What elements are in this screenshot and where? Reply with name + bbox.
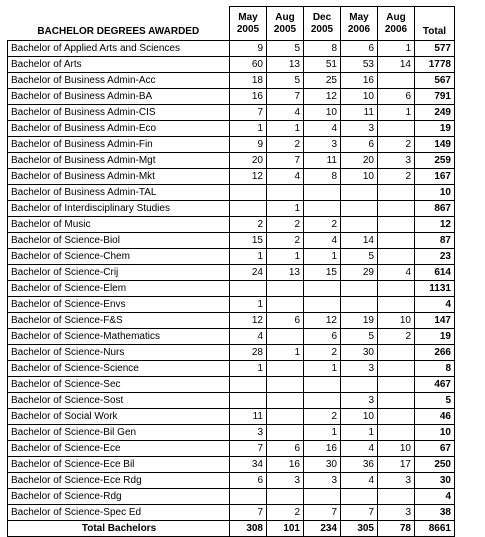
table-row xyxy=(8,105,455,121)
degree-name-cell: Bachelor of Business Admin-Mkt xyxy=(8,169,230,185)
table-row xyxy=(8,473,455,489)
row-total-cell: 567 xyxy=(415,73,455,89)
row-total-cell: 46 xyxy=(415,409,455,425)
count-cell: 34 xyxy=(230,457,267,473)
table-row xyxy=(8,121,455,137)
count-cell xyxy=(304,377,341,393)
count-cell: 5 xyxy=(341,329,378,345)
count-cell: 3 xyxy=(304,137,341,153)
count-cell: 30 xyxy=(304,457,341,473)
count-cell xyxy=(267,329,304,345)
count-cell: 7 xyxy=(230,441,267,457)
count-cell: 14 xyxy=(378,57,415,73)
count-cell: 3 xyxy=(230,425,267,441)
count-cell: 2 xyxy=(304,217,341,233)
row-total-cell: 19 xyxy=(415,329,455,345)
total-column-header: Total xyxy=(415,7,455,41)
row-total-cell: 1131 xyxy=(415,281,455,297)
count-cell xyxy=(378,377,415,393)
table-row xyxy=(8,57,455,73)
count-cell: 1 xyxy=(378,105,415,121)
column-header: May 2006 xyxy=(341,7,378,41)
count-cell: 8 xyxy=(304,169,341,185)
degree-name-cell: Bachelor of Interdisciplinary Studies xyxy=(8,201,230,217)
degree-name-cell: Bachelor of Science-Spec Ed xyxy=(8,505,230,521)
table-row xyxy=(8,185,455,201)
table-row xyxy=(8,409,455,425)
degree-name-cell: Bachelor of Science-Ece Bil xyxy=(8,457,230,473)
count-cell: 7 xyxy=(267,153,304,169)
count-cell xyxy=(304,297,341,313)
row-total-cell: 12 xyxy=(415,217,455,233)
row-total-cell: 4 xyxy=(415,489,455,505)
table-footer xyxy=(8,521,455,537)
table-row xyxy=(8,489,455,505)
degree-name-cell: Bachelor of Business Admin-Mgt xyxy=(8,153,230,169)
table-row xyxy=(8,457,455,473)
count-cell: 16 xyxy=(304,441,341,457)
count-cell: 15 xyxy=(230,233,267,249)
table-row xyxy=(8,425,455,441)
count-cell: 24 xyxy=(230,265,267,281)
row-total-cell: 67 xyxy=(415,441,455,457)
count-cell: 3 xyxy=(267,473,304,489)
table-row xyxy=(8,233,455,249)
table-row xyxy=(8,361,455,377)
count-cell: 2 xyxy=(230,217,267,233)
degree-name-cell: Bachelor of Applied Arts and Sciences xyxy=(8,41,230,57)
row-total-cell: 30 xyxy=(415,473,455,489)
table-row xyxy=(8,265,455,281)
totals-cell: 308 xyxy=(230,521,267,537)
degree-name-cell: Bachelor of Science-Crij xyxy=(8,265,230,281)
count-cell xyxy=(230,201,267,217)
count-cell xyxy=(341,281,378,297)
column-header: Aug 2005 xyxy=(267,7,304,41)
count-cell: 15 xyxy=(304,265,341,281)
count-cell: 16 xyxy=(230,89,267,105)
degree-name-cell: Bachelor of Science-Chem xyxy=(8,249,230,265)
count-cell: 3 xyxy=(341,121,378,137)
count-cell xyxy=(378,425,415,441)
count-cell xyxy=(341,297,378,313)
count-cell: 2 xyxy=(304,345,341,361)
count-cell xyxy=(267,377,304,393)
count-cell xyxy=(378,233,415,249)
count-cell: 20 xyxy=(230,153,267,169)
count-cell xyxy=(341,489,378,505)
count-cell: 6 xyxy=(378,89,415,105)
count-cell xyxy=(230,393,267,409)
count-cell xyxy=(304,201,341,217)
table-row xyxy=(8,377,455,393)
count-cell: 2 xyxy=(267,137,304,153)
totals-cell: 234 xyxy=(304,521,341,537)
count-cell: 9 xyxy=(230,41,267,57)
count-cell: 6 xyxy=(304,329,341,345)
count-cell: 13 xyxy=(267,57,304,73)
column-header: May 2005 xyxy=(230,7,267,41)
count-cell: 3 xyxy=(341,361,378,377)
degree-name-cell: Bachelor of Business Admin-CIS xyxy=(8,105,230,121)
count-cell: 2 xyxy=(378,137,415,153)
row-total-cell: 149 xyxy=(415,137,455,153)
degree-name-cell: Bachelor of Science-Sec xyxy=(8,377,230,393)
degree-name-cell: Bachelor of Science-Biol xyxy=(8,233,230,249)
count-cell: 12 xyxy=(304,89,341,105)
degree-name-cell: Bachelor of Science-Nurs xyxy=(8,345,230,361)
count-cell: 1 xyxy=(341,425,378,441)
count-cell: 10 xyxy=(378,313,415,329)
count-cell xyxy=(378,409,415,425)
table-row xyxy=(8,249,455,265)
count-cell: 16 xyxy=(341,73,378,89)
table-header xyxy=(8,7,455,41)
table-row xyxy=(8,169,455,185)
row-total-cell: 250 xyxy=(415,457,455,473)
degree-name-cell: Bachelor of Science-Envs xyxy=(8,297,230,313)
table-row xyxy=(8,345,455,361)
table-row xyxy=(8,393,455,409)
count-cell: 1 xyxy=(230,249,267,265)
count-cell xyxy=(341,185,378,201)
table-row xyxy=(8,217,455,233)
count-cell xyxy=(341,217,378,233)
count-cell: 6 xyxy=(267,441,304,457)
row-total-cell: 259 xyxy=(415,153,455,169)
count-cell xyxy=(267,361,304,377)
degree-name-cell: Bachelor of Science-Rdg xyxy=(8,489,230,505)
count-cell: 6 xyxy=(341,41,378,57)
totals-row xyxy=(8,521,455,537)
count-cell: 4 xyxy=(304,121,341,137)
count-cell: 29 xyxy=(341,265,378,281)
count-cell: 17 xyxy=(378,457,415,473)
count-cell xyxy=(304,281,341,297)
count-cell: 4 xyxy=(304,233,341,249)
count-cell: 4 xyxy=(378,265,415,281)
count-cell xyxy=(267,297,304,313)
count-cell: 1 xyxy=(267,249,304,265)
count-cell xyxy=(378,73,415,89)
count-cell: 16 xyxy=(267,457,304,473)
count-cell: 11 xyxy=(304,153,341,169)
count-cell: 5 xyxy=(267,73,304,89)
degree-name-cell: Bachelor of Business Admin-Acc xyxy=(8,73,230,89)
count-cell xyxy=(304,185,341,201)
count-cell: 2 xyxy=(267,233,304,249)
degree-name-cell: Bachelor of Science-Sost xyxy=(8,393,230,409)
row-total-cell: 4 xyxy=(415,297,455,313)
table-row xyxy=(8,297,455,313)
count-cell: 3 xyxy=(304,473,341,489)
count-cell: 6 xyxy=(341,137,378,153)
count-cell xyxy=(378,489,415,505)
count-cell: 2 xyxy=(267,217,304,233)
row-total-cell: 266 xyxy=(415,345,455,361)
table-row xyxy=(8,89,455,105)
totals-cell: 101 xyxy=(267,521,304,537)
count-cell xyxy=(341,377,378,393)
count-cell xyxy=(304,393,341,409)
count-cell: 4 xyxy=(267,169,304,185)
column-header: Dec 2005 xyxy=(304,7,341,41)
degree-name-cell: Bachelor of Music xyxy=(8,217,230,233)
table-row xyxy=(8,137,455,153)
table-row xyxy=(8,281,455,297)
count-cell: 1 xyxy=(304,249,341,265)
count-cell: 30 xyxy=(341,345,378,361)
count-cell: 1 xyxy=(304,361,341,377)
table-row xyxy=(8,153,455,169)
count-cell xyxy=(230,281,267,297)
count-cell xyxy=(267,425,304,441)
count-cell: 7 xyxy=(267,89,304,105)
count-cell: 7 xyxy=(341,505,378,521)
row-total-cell: 10 xyxy=(415,185,455,201)
degree-name-cell: Bachelor of Science-F&S xyxy=(8,313,230,329)
count-cell xyxy=(378,345,415,361)
degree-name-cell: Bachelor of Science-Mathematics xyxy=(8,329,230,345)
table-row xyxy=(8,41,455,57)
table-row xyxy=(8,329,455,345)
row-total-cell: 467 xyxy=(415,377,455,393)
count-cell xyxy=(304,489,341,505)
table-title: BACHELOR DEGREES AWARDED xyxy=(8,7,230,41)
row-total-cell: 87 xyxy=(415,233,455,249)
degree-name-cell: Bachelor of Science-Ece xyxy=(8,441,230,457)
table-body xyxy=(8,41,455,521)
count-cell: 7 xyxy=(230,505,267,521)
row-total-cell: 867 xyxy=(415,201,455,217)
column-header: Aug 2006 xyxy=(378,7,415,41)
count-cell: 3 xyxy=(378,153,415,169)
row-total-cell: 8 xyxy=(415,361,455,377)
count-cell xyxy=(378,281,415,297)
count-cell: 10 xyxy=(304,105,341,121)
count-cell: 25 xyxy=(304,73,341,89)
count-cell xyxy=(378,185,415,201)
count-cell xyxy=(230,185,267,201)
count-cell: 6 xyxy=(267,313,304,329)
degree-name-cell: Bachelor of Business Admin-TAL xyxy=(8,185,230,201)
table-row xyxy=(8,505,455,521)
count-cell: 3 xyxy=(378,505,415,521)
count-cell: 9 xyxy=(230,137,267,153)
count-cell: 1 xyxy=(304,425,341,441)
count-cell: 4 xyxy=(267,105,304,121)
count-cell: 10 xyxy=(341,169,378,185)
count-cell: 4 xyxy=(341,441,378,457)
count-cell xyxy=(230,489,267,505)
row-total-cell: 614 xyxy=(415,265,455,281)
count-cell: 20 xyxy=(341,153,378,169)
count-cell: 5 xyxy=(267,41,304,57)
count-cell: 1 xyxy=(267,121,304,137)
row-total-cell: 167 xyxy=(415,169,455,185)
count-cell: 10 xyxy=(341,409,378,425)
degree-name-cell: Bachelor of Science-Science xyxy=(8,361,230,377)
count-cell: 4 xyxy=(230,329,267,345)
count-cell: 53 xyxy=(341,57,378,73)
count-cell: 10 xyxy=(378,441,415,457)
row-total-cell: 249 xyxy=(415,105,455,121)
count-cell xyxy=(378,393,415,409)
count-cell: 1 xyxy=(267,345,304,361)
degree-name-cell: Bachelor of Science-Ece Rdg xyxy=(8,473,230,489)
count-cell: 11 xyxy=(341,105,378,121)
count-cell xyxy=(378,249,415,265)
row-total-cell: 23 xyxy=(415,249,455,265)
table-row xyxy=(8,73,455,89)
count-cell xyxy=(378,121,415,137)
count-cell: 3 xyxy=(378,473,415,489)
row-total-cell: 147 xyxy=(415,313,455,329)
count-cell: 2 xyxy=(378,169,415,185)
degrees-table xyxy=(7,6,455,537)
count-cell xyxy=(267,393,304,409)
degree-name-cell: Bachelor of Social Work xyxy=(8,409,230,425)
row-total-cell: 1778 xyxy=(415,57,455,73)
count-cell: 19 xyxy=(341,313,378,329)
count-cell xyxy=(230,377,267,393)
header-row xyxy=(8,7,455,41)
count-cell: 6 xyxy=(230,473,267,489)
count-cell: 28 xyxy=(230,345,267,361)
count-cell: 7 xyxy=(304,505,341,521)
count-cell: 12 xyxy=(304,313,341,329)
count-cell: 2 xyxy=(304,409,341,425)
count-cell: 2 xyxy=(267,505,304,521)
count-cell: 1 xyxy=(230,121,267,137)
count-cell xyxy=(267,489,304,505)
count-cell: 36 xyxy=(341,457,378,473)
count-cell: 12 xyxy=(230,169,267,185)
count-cell: 7 xyxy=(230,105,267,121)
degree-name-cell: Bachelor of Science-Elem xyxy=(8,281,230,297)
count-cell: 1 xyxy=(267,201,304,217)
count-cell xyxy=(341,201,378,217)
count-cell: 18 xyxy=(230,73,267,89)
degree-name-cell: Bachelor of Business Admin-Eco xyxy=(8,121,230,137)
count-cell xyxy=(378,297,415,313)
count-cell xyxy=(267,281,304,297)
count-cell: 13 xyxy=(267,265,304,281)
row-total-cell: 577 xyxy=(415,41,455,57)
degree-name-cell: Bachelor of Business Admin-Fin xyxy=(8,137,230,153)
count-cell xyxy=(378,361,415,377)
count-cell xyxy=(267,185,304,201)
row-total-cell: 791 xyxy=(415,89,455,105)
grand-total-cell: 8661 xyxy=(415,521,455,537)
totals-cell: 78 xyxy=(378,521,415,537)
count-cell: 1 xyxy=(230,297,267,313)
count-cell: 11 xyxy=(230,409,267,425)
table-row xyxy=(8,201,455,217)
count-cell: 3 xyxy=(341,393,378,409)
row-total-cell: 10 xyxy=(415,425,455,441)
row-total-cell: 38 xyxy=(415,505,455,521)
degree-name-cell: Bachelor of Science-Bil Gen xyxy=(8,425,230,441)
count-cell: 4 xyxy=(341,473,378,489)
degree-name-cell: Bachelor of Arts xyxy=(8,57,230,73)
totals-cell: 305 xyxy=(341,521,378,537)
count-cell: 51 xyxy=(304,57,341,73)
count-cell: 5 xyxy=(341,249,378,265)
count-cell xyxy=(378,201,415,217)
count-cell: 14 xyxy=(341,233,378,249)
totals-label: Total Bachelors xyxy=(8,521,230,537)
count-cell: 1 xyxy=(230,361,267,377)
count-cell xyxy=(267,409,304,425)
count-cell: 1 xyxy=(378,41,415,57)
count-cell: 12 xyxy=(230,313,267,329)
count-cell xyxy=(378,217,415,233)
table-row xyxy=(8,441,455,457)
degree-name-cell: Bachelor of Business Admin-BA xyxy=(8,89,230,105)
table-row xyxy=(8,313,455,329)
count-cell: 10 xyxy=(341,89,378,105)
count-cell: 2 xyxy=(378,329,415,345)
count-cell: 60 xyxy=(230,57,267,73)
row-total-cell: 5 xyxy=(415,393,455,409)
row-total-cell: 19 xyxy=(415,121,455,137)
count-cell: 8 xyxy=(304,41,341,57)
